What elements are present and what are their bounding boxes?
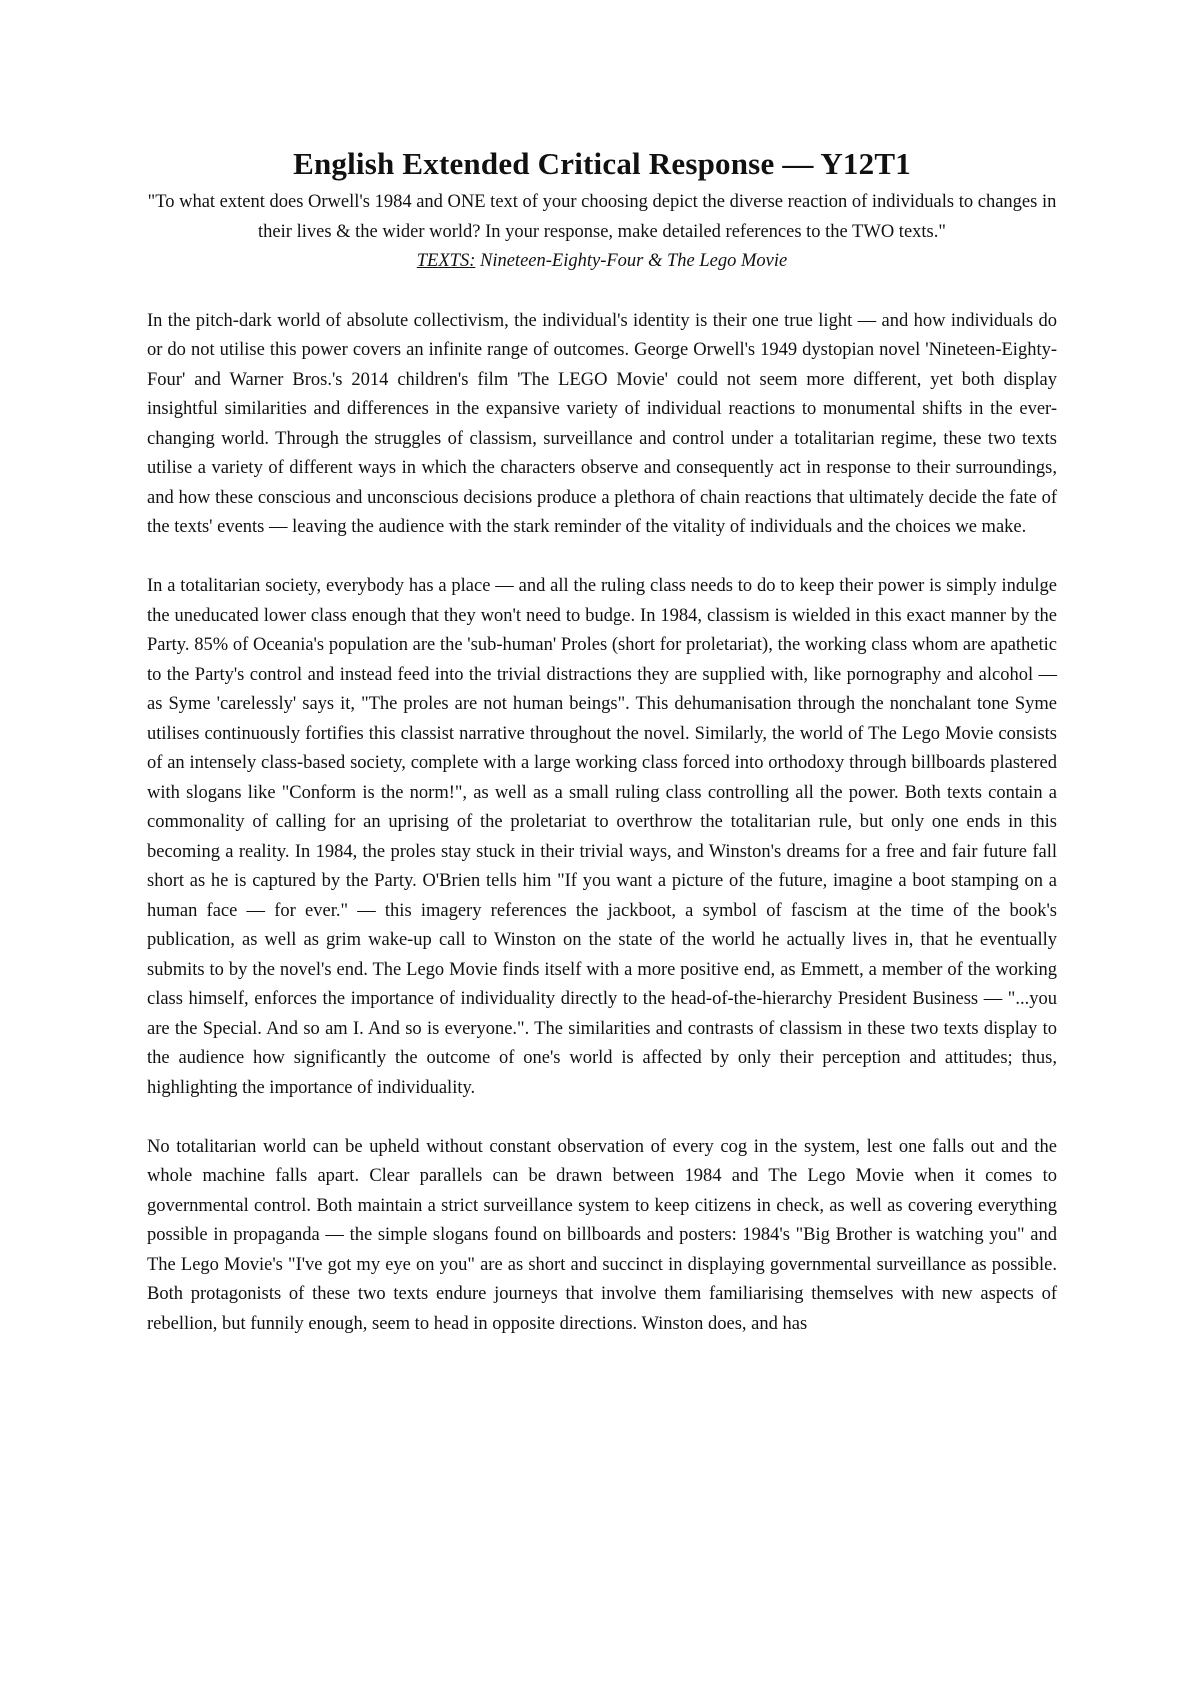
- document-page: [147, 146, 1057, 1369]
- texts-line: [147, 247, 1057, 277]
- paragraph-surveillance: No totalitarian world can be upheld without constant observation of every cog in the system, lest one falls out and the whole machine falls apart. Clear parallels can be drawn between 1984 and The Lego Movie when it comes to governmental control. Both maintain a strict surveillance system to keep citizens in check, as well as covering everything possible in propaganda — the simple slogans found on billboards and posters: 1984's "Big Brother is watching you" and The Lego Movie's "I've got my eye on you" are as short and succinct in displaying governmental surveillance as possible. Both protagonists of these two texts endure journeys that involve them familiarising themselves with new aspects of rebellion, but funnily enough, seem to head in opposite directions. Winston does, and has: [147, 1136, 1057, 1334]
- paragraph-intro: In the pitch-dark world of absolute collectivism, the individual's identity is their one true light — and how individuals do or do not utilise this power covers an infinite range of outcomes. George Orwell's 1949 dystopian novel 'Nineteen-Eighty-Four' and Warner Bros.'s 2014 children's film 'The LEGO Movie' could not seem more different, yet both display insightful similarities and differences in the expansive variety of individual reactions to monumental shifts in the ever-changing world. Through the struggles of classism, surveillance and control under a totalitarian regime, these two texts utilise a variety of different ways in which the characters observe and consequently act in response to their surroundings, and how these conscious and unconscious decisions produce a plethora of chain reactions that ultimately decide the fate of the texts' events — leaving the audience with the stark reminder of the vitality of individuals and the choices we make.: [147, 310, 1057, 537]
- document-title: English Extended Critical Response — Y12T1: [293, 146, 911, 181]
- texts-label: TEXTS:: [416, 251, 476, 271]
- essay-prompt: "To what extent does Orwell's 1984 and ONE text of your choosing depict the diverse reaction of individuals to changes in their lives & the wider world? In your response, make detailed references to the TWO texts.": [147, 192, 1057, 242]
- paragraph-classism: In a totalitarian society, everybody has a place — and all the ruling class needs to do to keep their power is simply indulge the uneducated lower class enough that they won't need to budge. In 1984, classism is wielded in this exact manner by the Party. 85% of Oceania's population are the 'sub-human' Proles (short for proletariat), the working class whom are apathetic to the Party's control and instead feed into the trivial distractions they are supplied with, like pornography and alcohol — as Syme 'carelessly' says it, "The proles are not human beings". This dehumanisation through the nonchalant tone Syme utilises continuously fortifies this classist narrative throughout the novel. Similarly, the world of The Lego Movie consists of an intensely class-based society, complete with a large working class forced into orthodoxy through billboards plastered with slogans like "Conform is the norm!", as well as a small ruling class controlling all the power. Both texts contain a commonality of calling for an uprising of the proletariat to overthrow the totalitarian rule, but only one ends in this becoming a reality. In 1984, the proles stay stuck in their trivial ways, and Winston's dreams for a free and fair future fall short as he is captured by the Party. O'Brien tells him "If you want a picture of the future, imagine a boot stamping on a human face — for ever." — this imagery references the jackboot, a symbol of fascism at the time of the book's publication, as well as grim wake-up call to Winston on the state of the world he actually lives in, that he eventually submits to by the novel's end. The Lego Movie finds itself with a more positive end, as Emmett, a member of the working class himself, enforces the importance of individuality directly to the head-of-the-hierarchy President Business — "...you are the Special. And so am I. And so is everyone.". The similarities and contrasts of classism in these two texts display to the audience how significantly the outcome of one's world is affected by only their perception and attitudes; thus, highlighting the importance of individuality.: [147, 576, 1057, 1098]
- texts-value: Nineteen-Eighty-Four & The Lego Movie: [475, 251, 788, 271]
